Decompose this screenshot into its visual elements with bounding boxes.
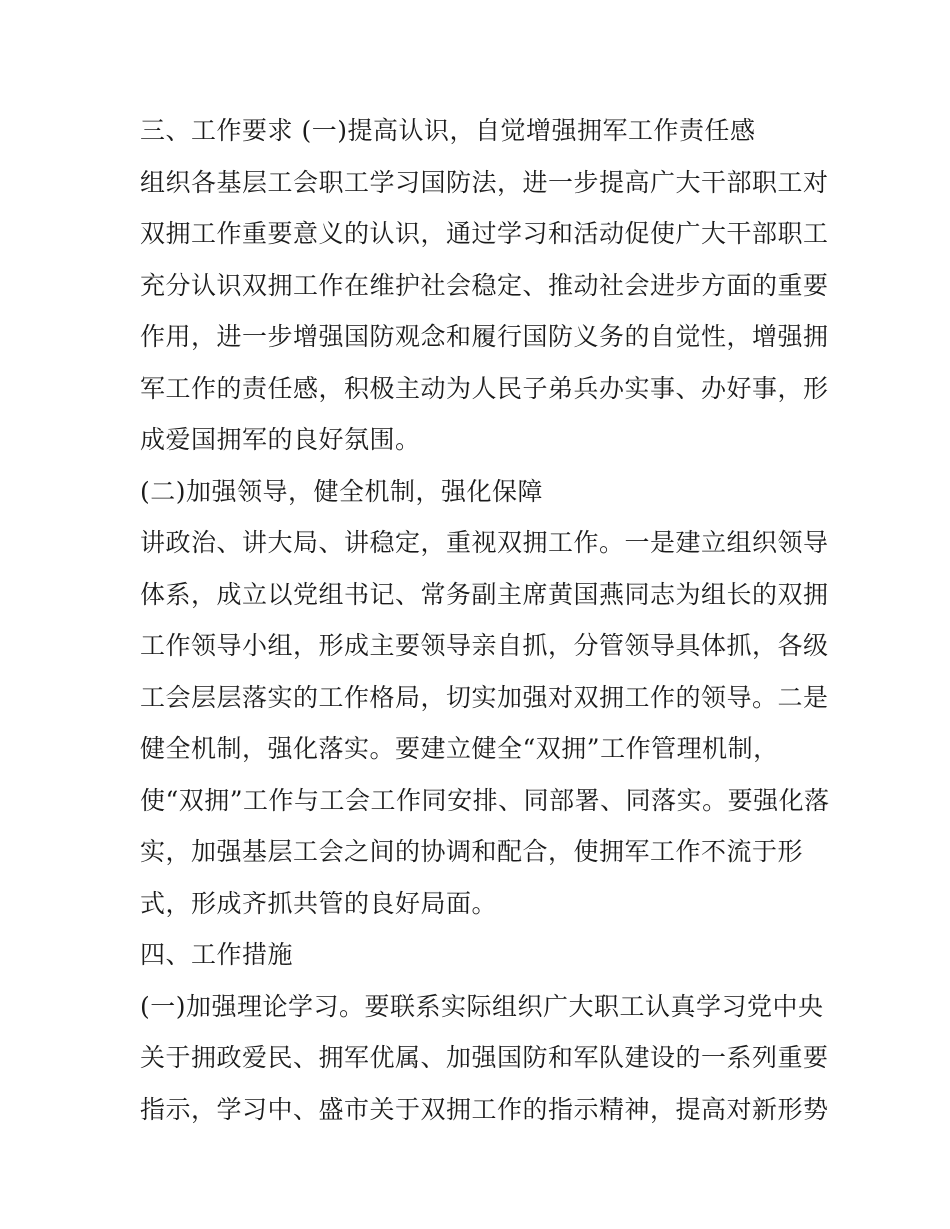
text-line: 工作领导小组，形成主要领导亲自抓，分管领导具体抓，各级	[140, 631, 829, 660]
text-line: 关于拥政爱民、拥军优属、加强国防和军队建设的一系列重要	[140, 1043, 829, 1072]
text-line: (一)加强理论学习。要联系实际组织广大职工认真学习党中央	[140, 991, 824, 1021]
text-line: 组织各基层工会职工学习国防法，进一步提高广大干部职工对	[140, 167, 829, 197]
text-line: 军工作的责任感，积极主动为人民子弟兵办实事、办好事，形	[140, 373, 829, 403]
text-line: 讲政治、讲大局、讲稳定，重视双拥工作。一是建立组织领导	[140, 528, 829, 557]
text-line: 体系，成立以党组书记、常务副主席黄国燕同志为组长的双拥	[140, 579, 829, 609]
text-line: 工会层层落实的工作格局，切实加强对双拥工作的领导。二是	[140, 682, 829, 712]
text-line: 双拥工作重要意义的认识，通过学习和活动促使广大干部职工	[140, 219, 829, 248]
subheading-line: (二)加强领导，健全机制，强化保障	[140, 476, 544, 506]
text-line: 成爱国拥军的良好氛围。	[140, 425, 421, 454]
text-line: 实，加强基层工会之间的协调和配合，使拥军工作不流于形	[140, 837, 804, 866]
text-line: 使“双拥”工作与工会工作同安排、同部署、同落实。要强化落	[140, 785, 830, 815]
text-line: 健全机制，强化落实。要建立健全“双拥”工作管理机制，	[140, 734, 779, 763]
text-line: 作用，进一步增强国防观念和履行国防义务的自觉性，增强拥	[140, 322, 829, 351]
heading-line: 三、工作要求 (一)提高认识，自觉增强拥军工作责任感	[140, 116, 756, 145]
document-body	[140, 105, 830, 1135]
text-line: 式，形成齐抓共管的良好局面。	[140, 888, 498, 918]
text-line: 指示，学习中、盛市关于双拥工作的指示精神，提高对新形势	[140, 1094, 829, 1124]
text-line: 充分认识双拥工作在维护社会稳定、推动社会进步方面的重要	[140, 270, 829, 300]
section-heading-line: 四、工作措施	[140, 940, 294, 969]
